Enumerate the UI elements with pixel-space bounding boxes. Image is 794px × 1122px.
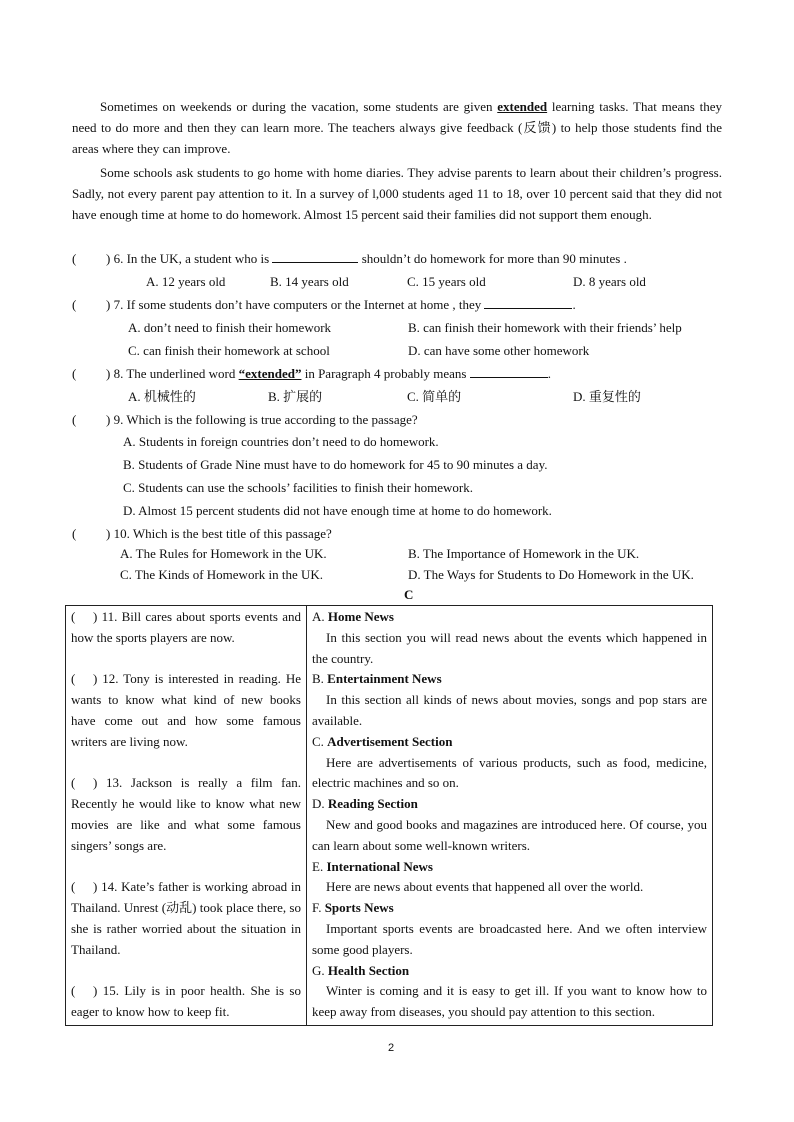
option-title: Entertainment News xyxy=(327,671,442,687)
q9-option-c[interactable]: C. Students can use the schools’ facilities to finish their homework. xyxy=(123,480,473,495)
question-stem: ) 10. Which is the best title of this passage? xyxy=(106,526,332,541)
q8-option-b[interactable]: B. 扩展的 xyxy=(268,389,323,404)
option-description: Winter is coming and it is easy to get ill. If you want to know how to keep away from diseases, you should pay attention to this section. xyxy=(312,983,707,1020)
answer-blank xyxy=(272,248,358,263)
option-letter: F. xyxy=(312,900,322,916)
section-option-a xyxy=(312,607,707,628)
q9-option-d[interactable]: D. Almost 15 percent students did not have enough time at home to do homework. xyxy=(123,503,552,518)
q9-option-b[interactable]: B. Students of Grade Nine must have to do homework for 45 to 90 minutes a day. xyxy=(123,457,548,472)
option-letter: A. xyxy=(312,609,325,624)
question-stem: shouldn’t do homework for more than 90 minutes . xyxy=(358,251,627,266)
section-option-c xyxy=(312,732,707,753)
matching-question-15 xyxy=(71,981,301,1023)
option-letter: G. xyxy=(312,962,325,978)
answer-paren[interactable]: ( xyxy=(72,526,77,541)
question-8 xyxy=(72,363,732,384)
option-description: Here are news about events that happened all over the world. xyxy=(326,879,644,895)
answer-blank xyxy=(470,363,548,378)
q7-option-a[interactable]: A. don’t need to finish their homework xyxy=(128,320,332,335)
option-title: International News xyxy=(326,858,433,874)
option-letter: B. xyxy=(312,671,324,687)
matching-left-column xyxy=(66,606,307,1026)
section-option-g xyxy=(312,961,707,982)
option-letter: E. xyxy=(312,858,324,874)
section-option-b xyxy=(312,669,707,690)
q8-option-a[interactable]: A. 机械性的 xyxy=(128,389,196,404)
matching-question-14 xyxy=(71,877,301,960)
q6-option-a[interactable]: A. 12 years old xyxy=(146,274,226,289)
answer-paren[interactable]: ( xyxy=(72,366,77,381)
question-stem: ) 9. Which is the following is true according to the passage? xyxy=(106,412,418,427)
answer-paren[interactable]: ( xyxy=(71,879,76,895)
q9-option-a[interactable]: A. Students in foreign countries don’t need to do homework. xyxy=(123,434,439,449)
matching-question-text: ) 13. Jackson is really a film fan. Recently he would like to know what new movies are like and what some famous singers’ songs are. xyxy=(71,775,301,853)
option-letter: C. xyxy=(312,733,324,749)
option-description: Here are advertisements of various products, such as food, medicine, electric machines and so on. xyxy=(312,754,707,791)
matching-question-text: ) 11. Bill cares about sports events and how the sports players are now. xyxy=(71,609,301,645)
option-description: Important sports events are broadcasted here. And we often interview some good players. xyxy=(312,920,707,957)
q6-option-c[interactable]: C. 15 years old xyxy=(407,274,486,289)
matching-question-text: ) 15. Lily is in poor health. She is so eager to know how to keep fit. xyxy=(71,983,301,1020)
option-title: Advertisement Section xyxy=(327,733,453,749)
q8-option-c[interactable]: C. 简单的 xyxy=(407,389,462,404)
q7-option-b[interactable]: B. can finish their homework with their friends’ help xyxy=(408,320,682,335)
question-10 xyxy=(72,523,732,544)
answer-paren[interactable]: ( xyxy=(71,775,76,791)
answer-paren[interactable]: ( xyxy=(71,671,76,687)
q7-option-d[interactable]: D. can have some other homework xyxy=(408,343,590,358)
matching-question-text: ) 14. Kate’s father is working abroad in Thailand. Unrest (动乱) took place there, so she is rather worried about the situation in Thailand. xyxy=(71,879,301,957)
passage-paragraph-2: Some schools ask students to go home with home diaries. They advise parents to learn about their children’s progress. Sadly, not every parent pay attention to it. In a survey of l,000 students aged 11 to 18, over 10 percent said that they did not have enough time at home to do homework. Almost 15 percent said their families did not support them enough. xyxy=(72,165,722,222)
question-6 xyxy=(72,248,732,269)
q10-option-d[interactable]: D. The Ways for Students to Do Homework in the UK. xyxy=(408,567,694,582)
option-letter: D. xyxy=(312,796,325,812)
section-heading-c: C xyxy=(404,587,414,602)
matching-right-column xyxy=(307,606,713,1026)
passage-paragraph-1 xyxy=(72,96,722,159)
answer-paren[interactable]: ( xyxy=(72,251,77,266)
option-title: Home News xyxy=(327,609,394,624)
question-stem: ) 8. The underlined word xyxy=(106,366,239,381)
question-stem: . xyxy=(547,366,551,381)
q10-option-b[interactable]: B. The Importance of Homework in the UK. xyxy=(408,546,640,561)
section-option-e xyxy=(312,857,707,878)
page-number: 2 xyxy=(388,1042,395,1054)
option-description: In this section all kinds of news about movies, songs and pop stars are available. xyxy=(312,692,707,728)
question-stem: ) 7. If some students don’t have computers or the Internet at home , they xyxy=(106,297,485,312)
matching-table xyxy=(65,605,713,1026)
underlined-word: “extended” xyxy=(238,366,302,381)
question-9 xyxy=(72,409,732,430)
q7-option-c[interactable]: C. can finish their homework at school xyxy=(128,343,330,358)
underlined-word: extended xyxy=(497,99,548,114)
q6-option-d[interactable]: D. 8 years old xyxy=(573,274,646,289)
paragraph-text: learning tasks. That means they need to do more and then they can learn more. The teachers always give feedback (反馈) to help those students find the areas where they can improve. xyxy=(72,99,722,156)
matching-question-11 xyxy=(71,607,301,649)
q10-option-a[interactable]: A. The Rules for Homework in the UK. xyxy=(120,546,327,561)
answer-blank xyxy=(484,294,572,309)
section-option-d xyxy=(312,794,707,815)
matching-question-13 xyxy=(71,773,301,856)
matching-question-12 xyxy=(71,669,301,752)
answer-paren[interactable]: ( xyxy=(72,412,77,427)
q8-option-d[interactable]: D. 重复性的 xyxy=(573,389,641,404)
matching-question-text: ) 12. Tony is interested in reading. He wants to know what kind of new books have come out and how some famous writers are living now. xyxy=(71,671,301,749)
option-title: Health Section xyxy=(327,962,410,978)
question-stem: ) 6. In the UK, a student who is xyxy=(106,251,273,266)
q10-option-c[interactable]: C. The Kinds of Homework in the UK. xyxy=(120,567,324,582)
section-option-f xyxy=(312,898,707,919)
answer-paren[interactable]: ( xyxy=(71,983,76,999)
option-title: Reading Section xyxy=(327,796,418,812)
option-title: Sports News xyxy=(324,900,394,916)
paragraph-text: Sometimes on weekends or during the vacation, some students are given xyxy=(100,99,498,114)
option-description: New and good books and magazines are introduced here. Of course, you can learn about some well-known writers. xyxy=(312,816,707,853)
q6-option-b[interactable]: B. 14 years old xyxy=(270,274,349,289)
question-7 xyxy=(72,294,732,315)
answer-paren[interactable]: ( xyxy=(72,297,77,312)
question-stem: . xyxy=(572,297,576,312)
question-stem: in Paragraph 4 probably means xyxy=(301,366,470,381)
answer-paren[interactable]: ( xyxy=(71,609,76,624)
option-description: In this section you will read news about the events which happened in the country. xyxy=(312,629,707,666)
